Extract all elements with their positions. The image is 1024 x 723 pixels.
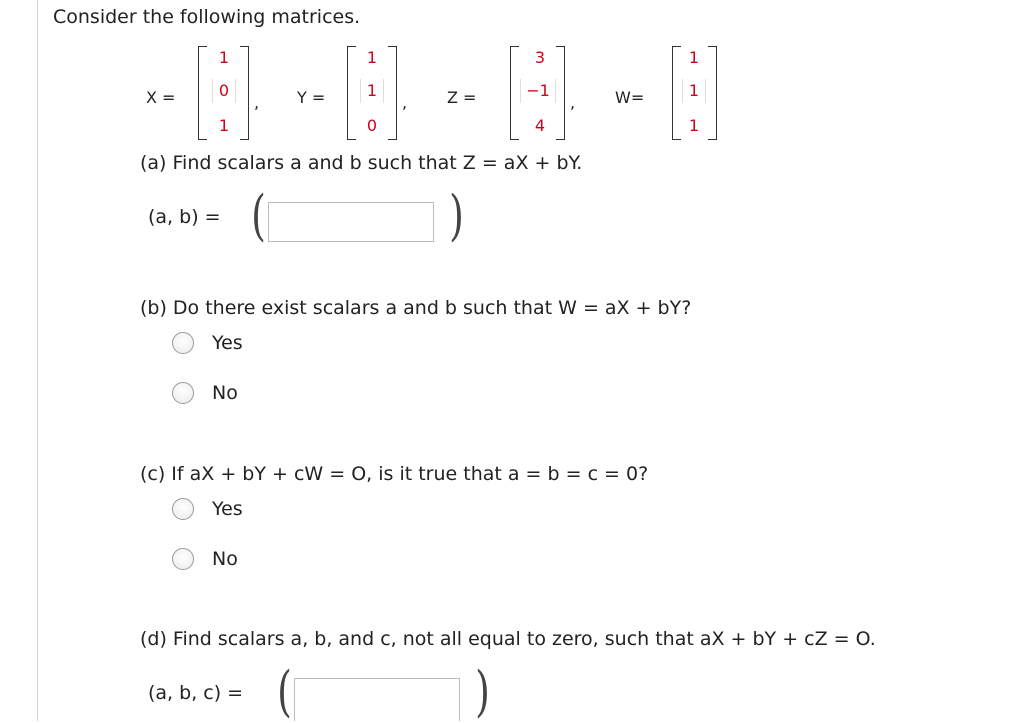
right-paren: ) <box>475 660 490 723</box>
matrix-w-right-bracket <box>708 46 717 140</box>
part-c-option-no[interactable] <box>172 548 238 570</box>
matrix-x-entry: 1 <box>218 116 230 135</box>
part-b-question: (b) Do there exist scalars a and b such that W = aX + bY? <box>140 297 692 319</box>
intro-text: Consider the following matrices. <box>53 6 361 28</box>
matrix-x-label: X = <box>146 88 176 107</box>
radio-button[interactable] <box>172 548 194 570</box>
option-label: No <box>212 548 238 570</box>
left-paren: ( <box>277 660 292 723</box>
matrix-w-entry: 1 <box>688 48 700 67</box>
part-b-option-yes[interactable] <box>172 332 243 354</box>
matrix-y-entry: 0 <box>366 116 378 135</box>
part-d-answer-input[interactable] <box>294 678 460 721</box>
part-d-question: (d) Find scalars a, b, and c, not all equal to zero, such that aX + bY + cZ = O. <box>140 628 876 650</box>
matrix-y-right-bracket <box>388 46 397 140</box>
part-a-answer-label: (a, b) = <box>148 206 221 228</box>
matrix-y-label: Y = <box>297 88 326 107</box>
matrix-y-entry: 1 <box>360 79 384 103</box>
matrix-x-left-bracket <box>198 46 207 140</box>
matrix-z-entry: 3 <box>534 48 546 67</box>
matrix-y-entry: 1 <box>366 48 378 67</box>
matrix-x-right-bracket <box>240 46 249 140</box>
matrix-z-left-bracket <box>510 46 519 140</box>
part-c-option-yes[interactable] <box>172 498 243 520</box>
part-c-question: (c) If aX + bY + cW = O, is it true that a = b = c = 0? <box>140 463 649 485</box>
matrix-z-entry: −1 <box>520 79 556 103</box>
matrix-z-label: Z = <box>447 88 477 107</box>
radio-button[interactable] <box>172 332 194 354</box>
comma: , <box>402 93 408 112</box>
option-label: Yes <box>212 498 243 520</box>
matrix-w-label: W= <box>615 88 645 107</box>
matrix-w-left-bracket <box>672 46 681 140</box>
comma: , <box>570 93 576 112</box>
part-a-answer-input[interactable] <box>268 202 434 242</box>
option-label: No <box>212 382 238 404</box>
matrix-x-entry: 0 <box>212 79 236 103</box>
left-paren: ( <box>251 184 266 247</box>
radio-button[interactable] <box>172 382 194 404</box>
matrix-z-right-bracket <box>556 46 565 140</box>
matrix-definitions <box>0 46 1024 146</box>
matrix-z-entry: 4 <box>534 116 546 135</box>
part-b-option-no[interactable] <box>172 382 238 404</box>
option-label: Yes <box>212 332 243 354</box>
comma: , <box>254 93 260 112</box>
part-a-question: (a) Find scalars a and b such that Z = aX + bY. <box>140 152 583 174</box>
part-d-answer-label: (a, b, c) = <box>148 682 244 704</box>
matrix-y-left-bracket <box>347 46 356 140</box>
right-paren: ) <box>449 184 464 247</box>
matrix-x-entry: 1 <box>218 48 230 67</box>
matrix-w-entry: 1 <box>682 79 706 103</box>
matrix-w-entry: 1 <box>688 116 700 135</box>
radio-button[interactable] <box>172 498 194 520</box>
